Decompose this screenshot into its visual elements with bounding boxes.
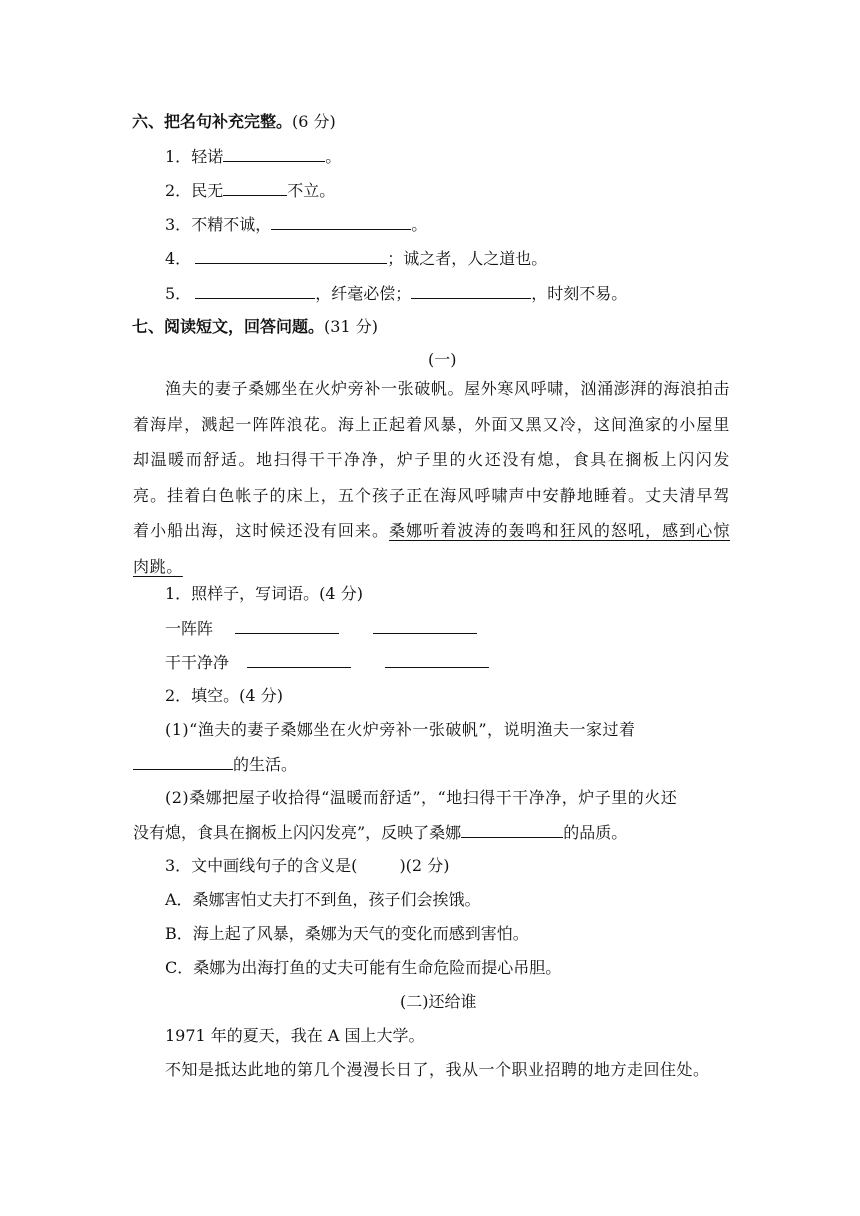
answer-blank[interactable] <box>133 752 233 770</box>
item-text: 的生活。 <box>233 755 298 774</box>
passage-2-line-2: 不知是抵达此地的第几个漫漫长日了，我从一个职业招聘的地方走回住处。 <box>165 1060 710 1079</box>
section-6-title: 六、把名句补充完整。 <box>132 112 293 131</box>
item-text: 没有熄，食具在搁板上闪闪发亮”，反映了桑娜 <box>133 823 462 842</box>
answer-blank[interactable] <box>411 281 531 299</box>
item-text: 的品质。 <box>563 823 628 842</box>
question-7-2-sub2-line1: (2)桑娜把屋子收拾得“温暖而舒适”，“地扫得干干净净，炉子里的火还 <box>165 788 678 807</box>
passage-2-heading: (二)还给谁 <box>400 992 477 1011</box>
section-7-score: (31 分) <box>324 317 378 336</box>
item-text: 3．文中画线句子的含义是( <box>165 856 358 875</box>
question-6-4 <box>165 246 547 270</box>
question-7-2-sub2-line2 <box>133 820 627 844</box>
item-text: 民无 <box>191 181 224 200</box>
section-7-title: 七、阅读短文，回答问题。 <box>132 317 325 336</box>
answer-blank[interactable] <box>195 246 387 264</box>
example-word: 干干净净 <box>165 653 230 672</box>
item-text: 不立。 <box>287 181 336 200</box>
answer-blank[interactable] <box>235 616 339 634</box>
section-6-heading <box>132 110 336 134</box>
section-6-score: (6 分) <box>292 112 336 131</box>
question-6-3 <box>165 212 427 236</box>
answer-blank[interactable] <box>223 144 325 162</box>
option-c[interactable]: C．桑娜为出海打鱼的丈夫可能有生命危险而提心吊胆。 <box>165 958 562 977</box>
question-7-2-prompt: 2．填空。(4 分) <box>165 686 283 705</box>
option-a[interactable]: A．桑娜害怕丈夫打不到鱼，孩子们会挨饿。 <box>165 890 481 909</box>
option-b[interactable]: B．海上起了风暴，桑娜为天气的变化而感到害怕。 <box>165 924 529 943</box>
passage-1-plain: 渔夫的妻子桑娜坐在火炉旁补一张破帆。屋外寒风呼啸，汹涌澎湃的海浪拍击着海岸，溅起一阵阵浪花。海上正起着风暴，外面又黑又冷，这间渔家的小屋里却温暖而舒适。地扫得干干净净，炉子里的火还没有熄，食具在搁板上闪闪发亮。挂着白色帐子的床上，五个孩子正在海风呼啸声中安静地睡着。丈夫清早驾着小船出海，这时候还没有回来。 <box>133 379 730 540</box>
answer-blank[interactable] <box>461 820 563 838</box>
question-7-2-sub1-line1: (1)“渔夫的妻子桑娜坐在火炉旁补一张破帆”，说明渔夫一家过着 <box>165 720 636 739</box>
passage-1-heading: (一) <box>428 350 457 369</box>
item-number: 5． <box>165 284 192 303</box>
answer-blank[interactable] <box>247 650 351 668</box>
answer-blank[interactable] <box>195 281 315 299</box>
item-text: 不精不诚， <box>191 215 272 234</box>
question-7-1-row-2 <box>165 650 489 674</box>
question-7-1-prompt: 1．照样子，写词语。(4 分) <box>165 584 363 603</box>
question-7-1-row-1 <box>165 616 477 640</box>
question-6-5 <box>165 281 627 305</box>
item-text: 。 <box>325 147 342 166</box>
underlined-sentence: 桑娜听着波涛的轰鸣和狂风的怒吼，感到心惊肉跳。 <box>133 521 730 576</box>
passage-1-text <box>133 371 730 584</box>
section-7-heading <box>132 315 378 339</box>
answer-blank[interactable] <box>271 212 411 230</box>
question-7-2-sub1-line2 <box>133 752 297 776</box>
item-text: 轻诺 <box>191 147 224 166</box>
example-word: 一阵阵 <box>165 619 214 638</box>
passage-2-line-1: 1971 年的夏天，我在 A 国上大学。 <box>165 1026 425 1045</box>
item-text: 。 <box>411 215 428 234</box>
question-6-1 <box>165 144 341 168</box>
item-text: ，纤毫必偿； <box>315 284 412 303</box>
answer-blank[interactable] <box>385 650 489 668</box>
item-text: ；诚之者，人之道也。 <box>387 249 548 268</box>
item-text: )(2 分) <box>399 856 450 875</box>
answer-blank[interactable] <box>223 178 287 196</box>
answer-blank[interactable] <box>373 616 477 634</box>
item-number: 2． <box>165 181 192 200</box>
item-number: 3． <box>165 215 192 234</box>
item-text: ，时刻不易。 <box>531 284 628 303</box>
question-6-2 <box>165 178 335 202</box>
question-7-3-prompt <box>165 854 449 878</box>
item-number: 4． <box>165 249 192 268</box>
item-number: 1． <box>165 147 192 166</box>
